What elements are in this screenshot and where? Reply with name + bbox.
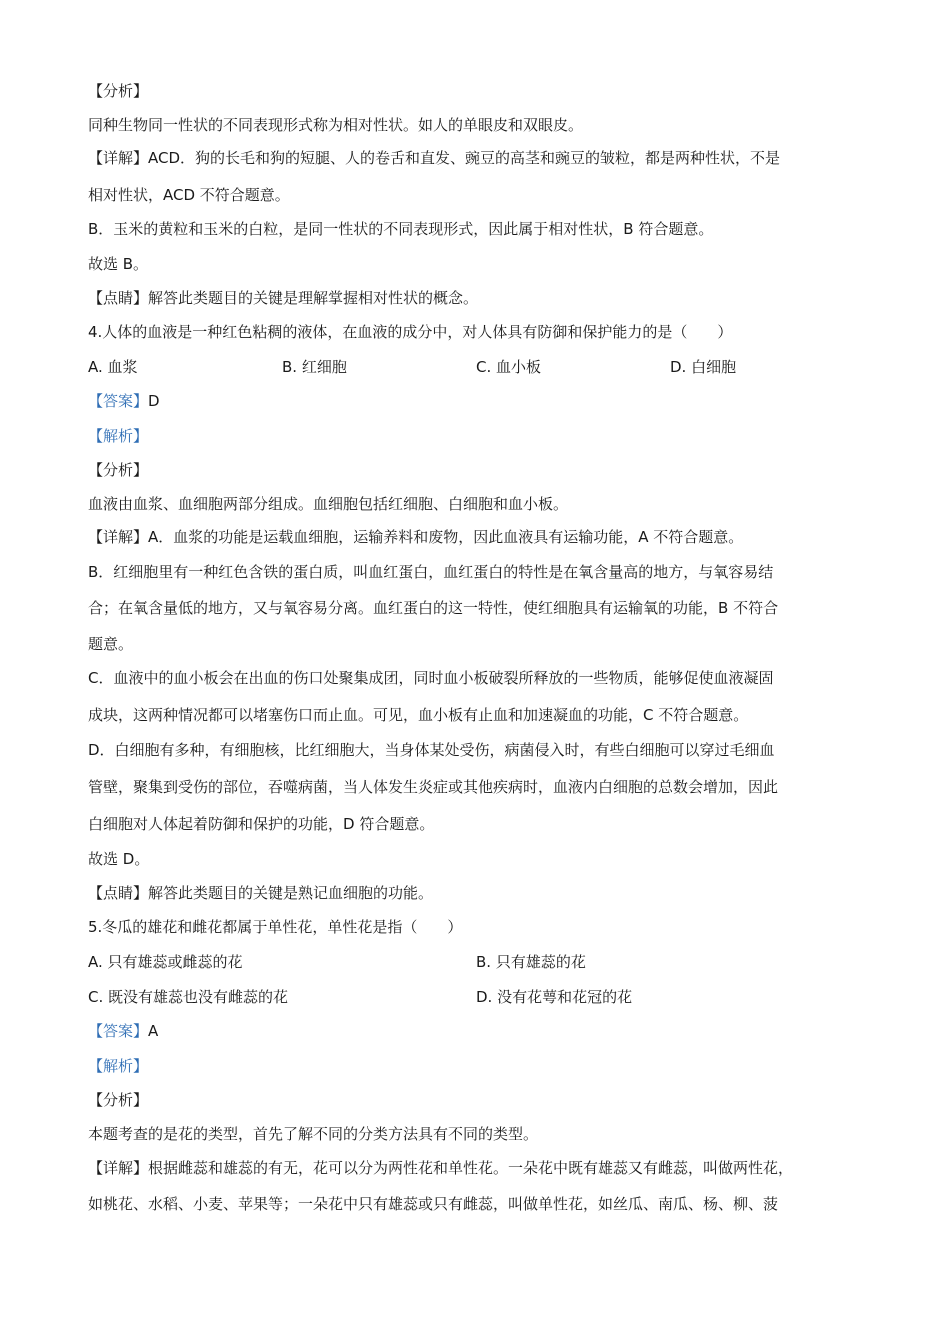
explanation-label: 【解析】 <box>88 1057 149 1075</box>
conclusion-text: 故选 D。 <box>88 850 150 868</box>
detail-text: B．红细胞里有一种红色含铁的蛋白质，叫血红蛋白，血红蛋白的特性是在氧含量高的地方，与氧容易结 <box>88 563 774 581</box>
answer-label: 【答案】 <box>88 1022 149 1040</box>
analysis-text: 血液由血浆、血细胞两部分组成。血细胞包括红细胞、白细胞和血小板。 <box>88 495 569 513</box>
detail-text: 【详解】根据雌蕊和雄蕊的有无，花可以分为两性花和单性花。一朵花中既有雄蕊又有雌蕊，叫做两性花， <box>88 1159 794 1177</box>
option-c: C. 血小板 <box>476 358 542 376</box>
option-c: C. 既没有雄蕊也没有雌蕊的花 <box>88 988 289 1006</box>
detail-text: 成块，这两种情况都可以堵塞伤口而止血。可见，血小板有止血和加速凝血的功能，C 不符合题意。 <box>88 706 749 724</box>
question-4-options <box>88 357 888 377</box>
option-d: D. 没有花萼和花冠的花 <box>476 988 633 1006</box>
analysis-heading: 【分析】 <box>88 1091 149 1109</box>
option-d: D. 白细胞 <box>670 358 737 376</box>
answer-value: A <box>148 1022 159 1040</box>
detail-text: 管壁，聚集到受伤的部位，吞噬病菌，当人体发生炎症或其他疾病时，血液内白细胞的总数会增加，因此 <box>88 778 779 796</box>
analysis-text: 本题考查的是花的类型，首先了解不同的分类方法具有不同的类型。 <box>88 1125 539 1143</box>
answer-line <box>88 1021 158 1041</box>
tip-text: 【点睛】解答此类题目的关键是理解掌握相对性状的概念。 <box>88 289 479 307</box>
detail-text: 相对性状，ACD 不符合题意。 <box>88 186 290 204</box>
detail-text: C．血液中的血小板会在出血的伤口处聚集成团，同时血小板破裂所释放的一些物质，能够促使血液凝固 <box>88 669 774 687</box>
analysis-heading: 【分析】 <box>88 82 149 100</box>
detail-text: 【详解】ACD．狗的长毛和狗的短腿、人的卷舌和直发、豌豆的高茎和豌豆的皱粒，都是两种性状，不是 <box>88 149 781 167</box>
detail-text: D．白细胞有多种，有细胞核，比红细胞大，当身体某处受伤，病菌侵入时，有些白细胞可以穿过毛细血 <box>88 741 775 759</box>
tip-text: 【点睛】解答此类题目的关键是熟记血细胞的功能。 <box>88 884 434 902</box>
detail-text: 题意。 <box>88 635 134 653</box>
question-5-options-row2 <box>88 987 888 1007</box>
question-5: 5.冬瓜的雄花和雌花都属于单性花，单性花是指（ ） <box>88 918 463 936</box>
detail-text: 【详解】A．血浆的功能是运载血细胞，运输养料和废物，因此血液具有运输功能，A 不符合题意。 <box>88 528 744 546</box>
analysis-heading: 【分析】 <box>88 461 149 479</box>
option-b: B. 红细胞 <box>282 358 347 376</box>
explanation-label: 【解析】 <box>88 427 149 445</box>
question-4: 4.人体的血液是一种红色粘稠的液体，在血液的成分中，对人体具有防御和保护能力的是（ ） <box>88 323 733 341</box>
option-a: A. 血浆 <box>88 358 138 376</box>
answer-line <box>88 391 160 411</box>
detail-text: 白细胞对人体起着防御和保护的功能，D 符合题意。 <box>88 815 435 833</box>
conclusion-text: 故选 B。 <box>88 255 149 273</box>
analysis-text: 同种生物同一性状的不同表现形式称为相对性状。如人的单眼皮和双眼皮。 <box>88 116 584 134</box>
detail-text: 合；在氧含量低的地方，又与氧容易分离。血红蛋白的这一特性，使红细胞具有运输氧的功能，B 不符合 <box>88 599 779 617</box>
detail-text: 如桃花、水稻、小麦、苹果等；一朵花中只有雄蕊或只有雌蕊，叫做单性花，如丝瓜、南瓜、杨、柳、菠 <box>88 1195 779 1213</box>
option-a: A. 只有雄蕊或雌蕊的花 <box>88 953 243 971</box>
answer-label: 【答案】 <box>88 392 149 410</box>
option-b: B. 只有雄蕊的花 <box>476 953 586 971</box>
question-5-options-row1 <box>88 952 888 972</box>
detail-text: B．玉米的黄粒和玉米的白粒，是同一性状的不同表现形式，因此属于相对性状，B 符合题意。 <box>88 220 714 238</box>
answer-value: D <box>148 392 160 410</box>
